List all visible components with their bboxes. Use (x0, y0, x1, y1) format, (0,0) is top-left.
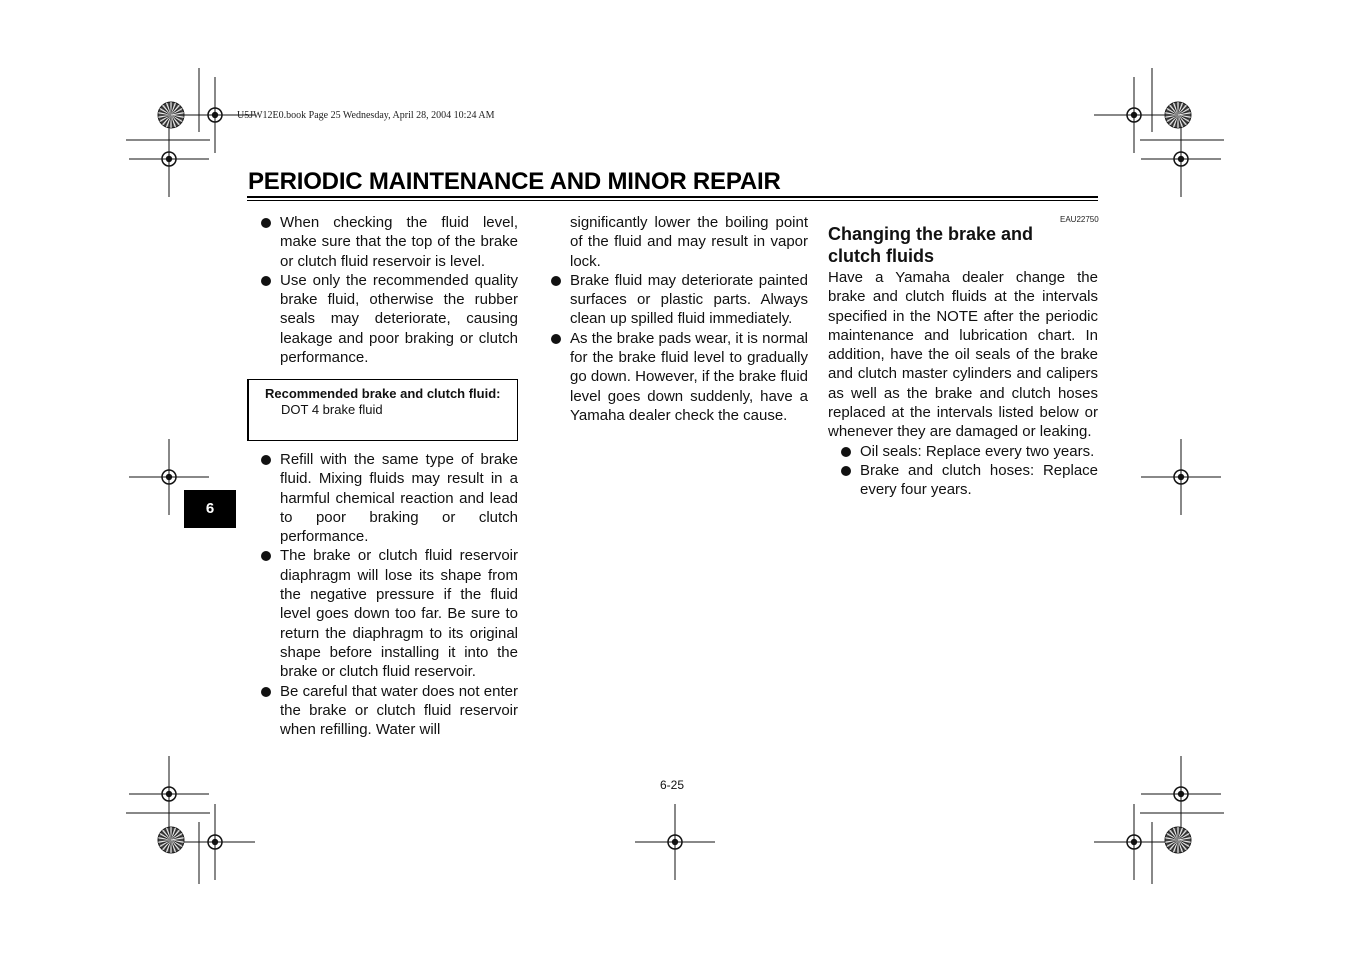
bullet-item: Oil seals: Replace every two years. (828, 442, 1098, 461)
section-body: Have a Yamaha dealer change the brake and clutch fluids at the intervals specified in the NOTE after the periodic maintenance and lubrication chart. In addition, have the oil seals of the brake and clutch master cylinders and calipers as well as the brake and clutch hoses replaced at the intervals listed below or whenever they are damaged or leaking. (828, 269, 1098, 441)
bullet-item: Be careful that water does not enter the brake or clutch fluid reservoir when refilling. Water will (248, 682, 518, 740)
recommended-fluid-value: DOT 4 brake fluid (281, 402, 383, 417)
bullet-item: Brake and clutch hoses: Replace every four years. (828, 461, 1098, 500)
bullet-item: Brake fluid may deteriorate painted surfaces or plastic parts. Always clean up spilled fluid immediately. (538, 271, 808, 329)
column-3 (828, 268, 1098, 500)
column-1-bottom (248, 450, 518, 739)
starburst-color-bar-icon (158, 827, 184, 853)
crosshair-registration-icon (1141, 439, 1221, 515)
column-1-top (248, 213, 518, 367)
chapter-tab: 6 (184, 490, 236, 528)
crosshair-registration-icon (129, 121, 209, 197)
crosshair-registration-icon (1094, 77, 1174, 153)
recommended-fluid-label: Recommended brake and clutch fluid: (265, 386, 501, 401)
continuation-text: significantly lower the boiling point of the fluid and may result in vapor lock. (570, 214, 808, 270)
starburst-color-bar-icon (1165, 102, 1191, 128)
bullet-item: The brake or clutch fluid reservoir diaphragm will lose its shape from the negative pressure if the fluid level goes down too far. Be sure to return the diaphragm to its original shape before installing it into the brake or clutch fluid reservoir. (248, 546, 518, 681)
column-2 (538, 213, 808, 425)
section-code: EAU22750 (1060, 215, 1099, 224)
title-rule-thin (247, 200, 1098, 201)
crosshair-registration-icon (635, 804, 715, 880)
crosshair-registration-icon (175, 804, 255, 880)
recommended-fluid-box (247, 379, 518, 441)
bullet-item: When checking the fluid level, make sure that the top of the brake or clutch fluid reservoir is level. (248, 213, 518, 271)
bullet-item: As the brake pads wear, it is normal for the brake fluid level to gradually go down. However, if the brake fluid level goes down suddenly, have a Yamaha dealer check the cause. (538, 329, 808, 425)
crosshair-registration-icon (129, 756, 209, 832)
starburst-color-bar-icon (158, 102, 184, 128)
crosshair-registration-icon (1141, 121, 1221, 197)
crosshair-registration-icon (1094, 804, 1174, 880)
bullet-item: Use only the recommended quality brake fluid, otherwise the rubber seals may deteriorate, causing leakage and poor braking or clutch performance. (248, 271, 518, 367)
page-number: 6-25 (660, 778, 685, 792)
section-heading: Changing the brake and clutch fluids (828, 224, 1034, 266)
file-info-header: U5JW12E0.book Page 25 Wednesday, April 28, 2004 10:24 AM (237, 110, 495, 121)
crosshair-registration-icon (1141, 756, 1221, 832)
title-rule-thick (247, 196, 1098, 198)
starburst-color-bar-icon (1165, 827, 1191, 853)
page-title: PERIODIC MAINTENANCE AND MINOR REPAIR (248, 168, 781, 195)
bullet-item: Refill with the same type of brake fluid. Mixing fluids may result in a harmful chemical reaction and lead to poor braking or clutch performance. (248, 450, 518, 546)
